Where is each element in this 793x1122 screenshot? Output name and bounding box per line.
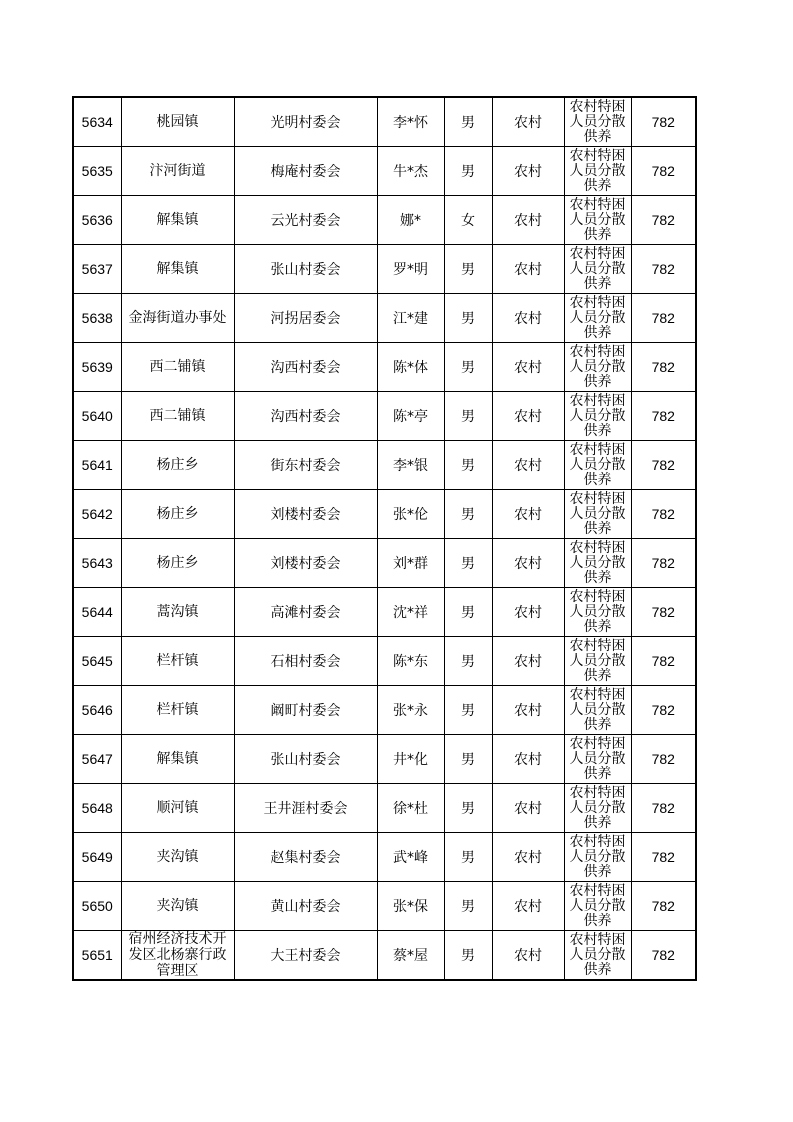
- town-cell: [121, 245, 234, 294]
- committee-cell: 阚町村委会: [234, 686, 377, 735]
- serial-number-cell: 5643: [73, 539, 121, 588]
- town-text: 顺河镇: [156, 800, 199, 816]
- support-type-cell: [564, 196, 631, 245]
- table-row: [73, 490, 696, 539]
- town-text: 桃园镇: [156, 114, 199, 130]
- table-row: [73, 441, 696, 490]
- serial-number-cell: 5640: [73, 392, 121, 441]
- support-type-text: 农村特困人员分散供养: [569, 148, 626, 194]
- committee-cell: 高滩村委会: [234, 588, 377, 637]
- person-name-cell: 徐*杜: [377, 784, 444, 833]
- town-cell: [121, 343, 234, 392]
- town-text: 西二铺镇: [149, 359, 206, 375]
- gender-cell: 男: [444, 441, 492, 490]
- serial-number-cell: 5641: [73, 441, 121, 490]
- table-row: [73, 245, 696, 294]
- support-type-cell: [564, 441, 631, 490]
- support-type-cell: [564, 931, 631, 981]
- support-type-text: 农村特困人员分散供养: [569, 687, 626, 733]
- amount-cell: 782: [631, 97, 696, 147]
- area-cell: 农村: [492, 343, 564, 392]
- support-type-text: 农村特困人员分散供养: [569, 638, 626, 684]
- town-cell: [121, 735, 234, 784]
- committee-cell: 刘楼村委会: [234, 490, 377, 539]
- town-cell: [121, 441, 234, 490]
- support-type-cell: [564, 147, 631, 196]
- committee-cell: 云光村委会: [234, 196, 377, 245]
- town-text: 解集镇: [156, 261, 199, 277]
- serial-number-cell: 5634: [73, 97, 121, 147]
- roster-body: [73, 97, 696, 980]
- support-type-text: 农村特困人员分散供养: [569, 785, 626, 831]
- amount-cell: 782: [631, 931, 696, 981]
- serial-number-cell: 5647: [73, 735, 121, 784]
- gender-cell: 男: [444, 686, 492, 735]
- gender-cell: 男: [444, 147, 492, 196]
- support-type-text: 农村特困人员分散供养: [569, 932, 626, 978]
- table-row: [73, 882, 696, 931]
- person-name-cell: 李*怀: [377, 97, 444, 147]
- area-cell: 农村: [492, 245, 564, 294]
- committee-cell: 王井涯村委会: [234, 784, 377, 833]
- serial-number-cell: 5649: [73, 833, 121, 882]
- area-cell: 农村: [492, 392, 564, 441]
- support-type-cell: [564, 588, 631, 637]
- support-type-text: 农村特困人员分散供养: [569, 442, 626, 488]
- table-row: [73, 833, 696, 882]
- committee-cell: 河拐居委会: [234, 294, 377, 343]
- serial-number-cell: 5642: [73, 490, 121, 539]
- assistance-roster-table: [72, 96, 697, 981]
- committee-cell: 石相村委会: [234, 637, 377, 686]
- committee-cell: 街东村委会: [234, 441, 377, 490]
- support-type-cell: [564, 833, 631, 882]
- person-name-cell: 李*银: [377, 441, 444, 490]
- table-row: [73, 539, 696, 588]
- support-type-cell: [564, 686, 631, 735]
- gender-cell: 男: [444, 97, 492, 147]
- town-cell: [121, 588, 234, 637]
- amount-cell: 782: [631, 441, 696, 490]
- amount-cell: 782: [631, 294, 696, 343]
- support-type-text: 农村特困人员分散供养: [569, 491, 626, 537]
- table-row: [73, 784, 696, 833]
- gender-cell: 女: [444, 196, 492, 245]
- serial-number-cell: 5635: [73, 147, 121, 196]
- town-text: 杨庄乡: [156, 457, 199, 473]
- gender-cell: 男: [444, 245, 492, 294]
- serial-number-cell: 5638: [73, 294, 121, 343]
- town-text: 栏杆镇: [156, 702, 199, 718]
- support-type-cell: [564, 784, 631, 833]
- support-type-cell: [564, 97, 631, 147]
- support-type-cell: [564, 539, 631, 588]
- town-cell: [121, 686, 234, 735]
- support-type-text: 农村特困人员分散供养: [569, 736, 626, 782]
- area-cell: 农村: [492, 588, 564, 637]
- town-cell: [121, 784, 234, 833]
- person-name-cell: 刘*群: [377, 539, 444, 588]
- support-type-text: 农村特困人员分散供养: [569, 393, 626, 439]
- person-name-cell: 陈*体: [377, 343, 444, 392]
- committee-cell: 梅庵村委会: [234, 147, 377, 196]
- amount-cell: 782: [631, 147, 696, 196]
- committee-cell: 黄山村委会: [234, 882, 377, 931]
- town-text: 解集镇: [156, 751, 199, 767]
- serial-number-cell: 5636: [73, 196, 121, 245]
- gender-cell: 男: [444, 343, 492, 392]
- town-text: 杨庄乡: [156, 506, 199, 522]
- town-cell: [121, 833, 234, 882]
- town-cell: [121, 196, 234, 245]
- person-name-cell: 张*永: [377, 686, 444, 735]
- gender-cell: 男: [444, 833, 492, 882]
- area-cell: 农村: [492, 490, 564, 539]
- town-cell: [121, 882, 234, 931]
- town-text: 西二铺镇: [149, 408, 206, 424]
- serial-number-cell: 5651: [73, 931, 121, 981]
- gender-cell: 男: [444, 539, 492, 588]
- town-cell: [121, 294, 234, 343]
- table-row: [73, 588, 696, 637]
- support-type-text: 农村特困人员分散供养: [569, 834, 626, 880]
- area-cell: 农村: [492, 196, 564, 245]
- gender-cell: 男: [444, 735, 492, 784]
- town-cell: [121, 490, 234, 539]
- area-cell: 农村: [492, 882, 564, 931]
- table-row: [73, 196, 696, 245]
- table-row: [73, 686, 696, 735]
- person-name-cell: 江*建: [377, 294, 444, 343]
- amount-cell: 782: [631, 686, 696, 735]
- person-name-cell: 沈*祥: [377, 588, 444, 637]
- amount-cell: 782: [631, 490, 696, 539]
- person-name-cell: 蔡*屋: [377, 931, 444, 981]
- support-type-text: 农村特困人员分散供养: [569, 197, 626, 243]
- area-cell: 农村: [492, 784, 564, 833]
- support-type-cell: [564, 343, 631, 392]
- table-row: [73, 637, 696, 686]
- committee-cell: 张山村委会: [234, 245, 377, 294]
- person-name-cell: 陈*亭: [377, 392, 444, 441]
- area-cell: 农村: [492, 147, 564, 196]
- amount-cell: 782: [631, 784, 696, 833]
- town-text: 栏杆镇: [156, 653, 199, 669]
- town-text: 汴河街道: [149, 163, 206, 179]
- gender-cell: 男: [444, 294, 492, 343]
- town-text: 夹沟镇: [156, 898, 199, 914]
- serial-number-cell: 5650: [73, 882, 121, 931]
- table-row: [73, 931, 696, 981]
- area-cell: 农村: [492, 294, 564, 343]
- gender-cell: 男: [444, 588, 492, 637]
- person-name-cell: 张*伦: [377, 490, 444, 539]
- area-cell: 农村: [492, 833, 564, 882]
- gender-cell: 男: [444, 931, 492, 981]
- gender-cell: 男: [444, 637, 492, 686]
- town-text: 宿州经济技术开发区北杨寨行政管理区: [128, 931, 227, 979]
- town-text: 夹沟镇: [156, 849, 199, 865]
- committee-cell: 刘楼村委会: [234, 539, 377, 588]
- support-type-cell: [564, 245, 631, 294]
- town-cell: [121, 147, 234, 196]
- committee-cell: 大王村委会: [234, 931, 377, 981]
- town-text: 蒿沟镇: [156, 604, 199, 620]
- gender-cell: 男: [444, 392, 492, 441]
- committee-cell: 沟西村委会: [234, 343, 377, 392]
- gender-cell: 男: [444, 784, 492, 833]
- town-text: 解集镇: [156, 212, 199, 228]
- support-type-cell: [564, 294, 631, 343]
- committee-cell: 沟西村委会: [234, 392, 377, 441]
- gender-cell: 男: [444, 882, 492, 931]
- support-type-cell: [564, 882, 631, 931]
- town-cell: [121, 539, 234, 588]
- support-type-text: 农村特困人员分散供养: [569, 883, 626, 929]
- serial-number-cell: 5644: [73, 588, 121, 637]
- table-row: [73, 147, 696, 196]
- support-type-text: 农村特困人员分散供养: [569, 344, 626, 390]
- serial-number-cell: 5637: [73, 245, 121, 294]
- amount-cell: 782: [631, 735, 696, 784]
- person-name-cell: 陈*东: [377, 637, 444, 686]
- support-type-text: 农村特困人员分散供养: [569, 540, 626, 586]
- table-row: [73, 97, 696, 147]
- person-name-cell: 罗*明: [377, 245, 444, 294]
- amount-cell: 782: [631, 637, 696, 686]
- amount-cell: 782: [631, 245, 696, 294]
- town-text: 金海街道办事处: [128, 310, 227, 326]
- person-name-cell: 武*峰: [377, 833, 444, 882]
- support-type-text: 农村特困人员分散供养: [569, 589, 626, 635]
- table-row: [73, 735, 696, 784]
- serial-number-cell: 5648: [73, 784, 121, 833]
- area-cell: 农村: [492, 97, 564, 147]
- committee-cell: 光明村委会: [234, 97, 377, 147]
- town-cell: [121, 97, 234, 147]
- amount-cell: 782: [631, 833, 696, 882]
- area-cell: 农村: [492, 931, 564, 981]
- gender-cell: 男: [444, 490, 492, 539]
- support-type-cell: [564, 490, 631, 539]
- support-type-cell: [564, 735, 631, 784]
- support-type-text: 农村特困人员分散供养: [569, 246, 626, 292]
- town-cell: [121, 637, 234, 686]
- committee-cell: 赵集村委会: [234, 833, 377, 882]
- amount-cell: 782: [631, 882, 696, 931]
- town-cell: [121, 931, 234, 981]
- support-type-cell: [564, 392, 631, 441]
- amount-cell: 782: [631, 343, 696, 392]
- person-name-cell: 井*化: [377, 735, 444, 784]
- amount-cell: 782: [631, 392, 696, 441]
- serial-number-cell: 5639: [73, 343, 121, 392]
- area-cell: 农村: [492, 686, 564, 735]
- person-name-cell: 张*保: [377, 882, 444, 931]
- support-type-text: 农村特困人员分散供养: [569, 99, 626, 145]
- town-cell: [121, 392, 234, 441]
- support-type-text: 农村特困人员分散供养: [569, 295, 626, 341]
- person-name-cell: 牛*杰: [377, 147, 444, 196]
- area-cell: 农村: [492, 539, 564, 588]
- area-cell: 农村: [492, 637, 564, 686]
- table-row: [73, 294, 696, 343]
- table-row: [73, 392, 696, 441]
- serial-number-cell: 5645: [73, 637, 121, 686]
- amount-cell: 782: [631, 196, 696, 245]
- area-cell: 农村: [492, 441, 564, 490]
- support-type-cell: [564, 637, 631, 686]
- serial-number-cell: 5646: [73, 686, 121, 735]
- amount-cell: 782: [631, 588, 696, 637]
- person-name-cell: 娜*: [377, 196, 444, 245]
- amount-cell: 782: [631, 539, 696, 588]
- table-row: [73, 343, 696, 392]
- area-cell: 农村: [492, 735, 564, 784]
- committee-cell: 张山村委会: [234, 735, 377, 784]
- town-text: 杨庄乡: [156, 555, 199, 571]
